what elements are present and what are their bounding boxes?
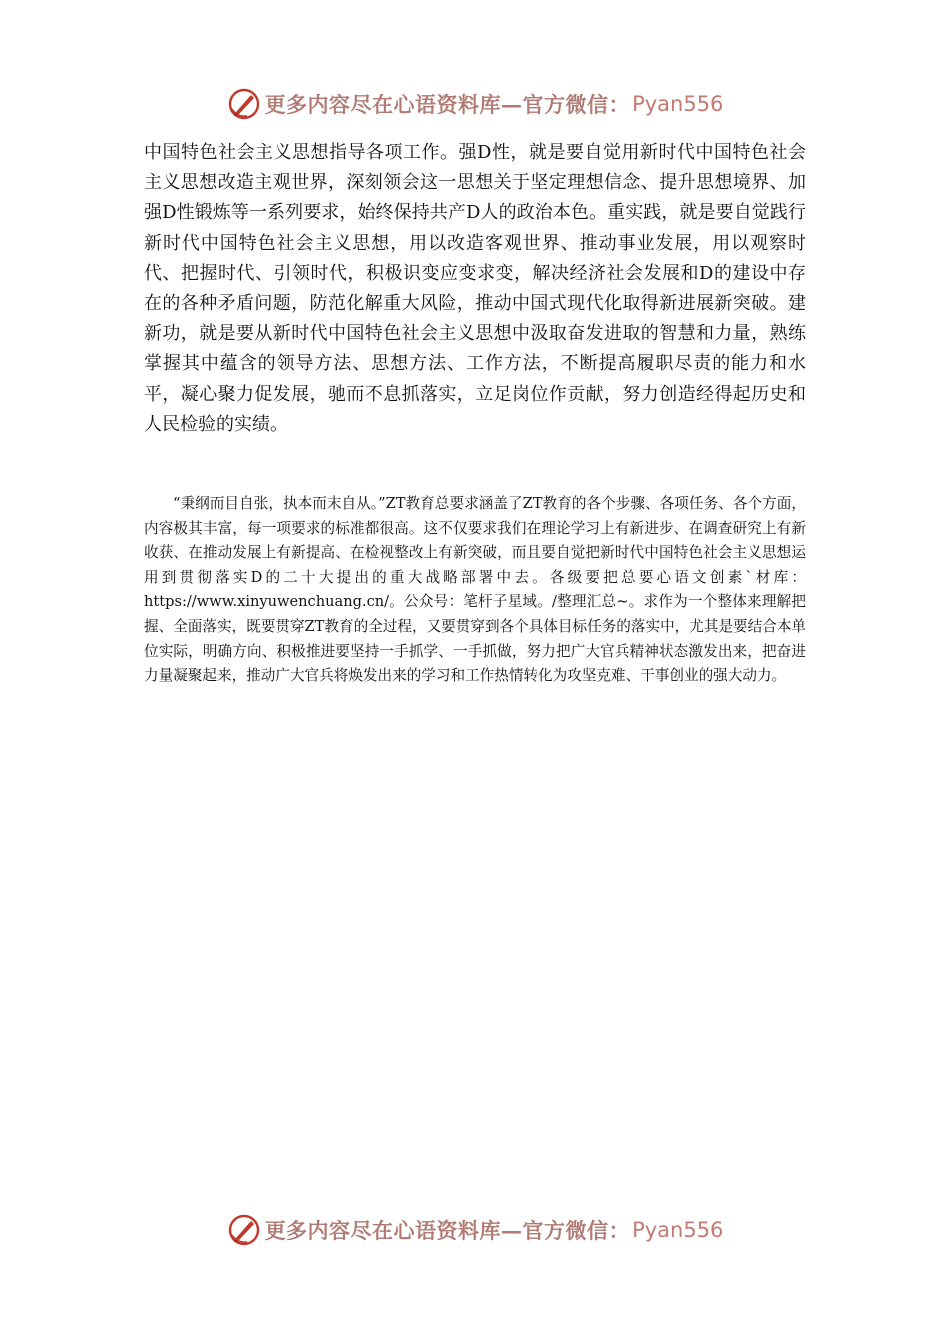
header-account: Pyan556	[632, 92, 724, 116]
pen-logo-icon	[227, 87, 261, 121]
footer-slogan: 更多内容尽在心语资料库—官方微信：	[264, 1218, 631, 1243]
header-slogan: 更多内容尽在心语资料库—官方微信：	[264, 92, 631, 117]
header-banner	[0, 82, 950, 126]
footer-account: Pyan556	[632, 1218, 724, 1242]
pen-logo-icon	[227, 1213, 261, 1247]
body-paragraph-1: 中国特色社会主义思想指导各项工作。强D性，就是要自觉用新时代中国特色社会主义思想改造主观世界，深刻领会这一思想关于坚定理想信念、提升思想境界、加强D性锻炼等一系列要求，始终保持共产D人的政治本色。重实践，就是要自觉践行新时代中国特色社会主义思想，用以改造客观世界、推动事业发展，用以观察时代、把握时代、引领时代，积极识变应变求变，解决经济社会发展和D的建设中存在的各种矛盾问题，防范化解重大风险，推动中国式现代化取得新进展新突破。建新功，就是要从新时代中国特色社会主义思想中汲取奋发进取的智慧和力量，熟练掌握其中蕴含的领导方法、思想方法、工作方法，不断提高履职尽责的能力和水平，凝心聚力促发展，驰而不息抓落实，立足岗位作贡献，努力创造经得起历史和人民检验的实绩。	[144, 142, 806, 435]
footer-banner	[0, 1208, 950, 1252]
body-paragraph-2: “秉纲而目自张，执本而末自从。”ZT教育总要求涵盖了ZT教育的各个步骤、各项任务、各个方面，内容极其丰富，每一项要求的标准都很高。这不仅要求我们在理论学习上有新进步、在调查研究上有新收获、在推动发展上有新提高、在检视整改上有新突破，而且要自觉把新时代中国特色社会主义思想运用到贯彻落实D的二十大提出的重大战略部署中去。各级要把总要心语文创素`材库：https://www.xinyuwenchuang.cn/。公众号：笔杆子星域。/整理汇总~。求作为一个整体来理解把握、全面落实，既要贯穿ZT教育的全过程，又要贯穿到各个具体目标任务的落实中，尤其是要结合本单位实际，明确方向、积极推进要坚持一手抓学、一手抓做，努力把广大官兵精神状态激发出来，把奋进力量凝聚起来，推动广大官兵将焕发出来的学习和工作热情转化为攻坚克难、干事创业的强大动力。	[144, 495, 807, 685]
